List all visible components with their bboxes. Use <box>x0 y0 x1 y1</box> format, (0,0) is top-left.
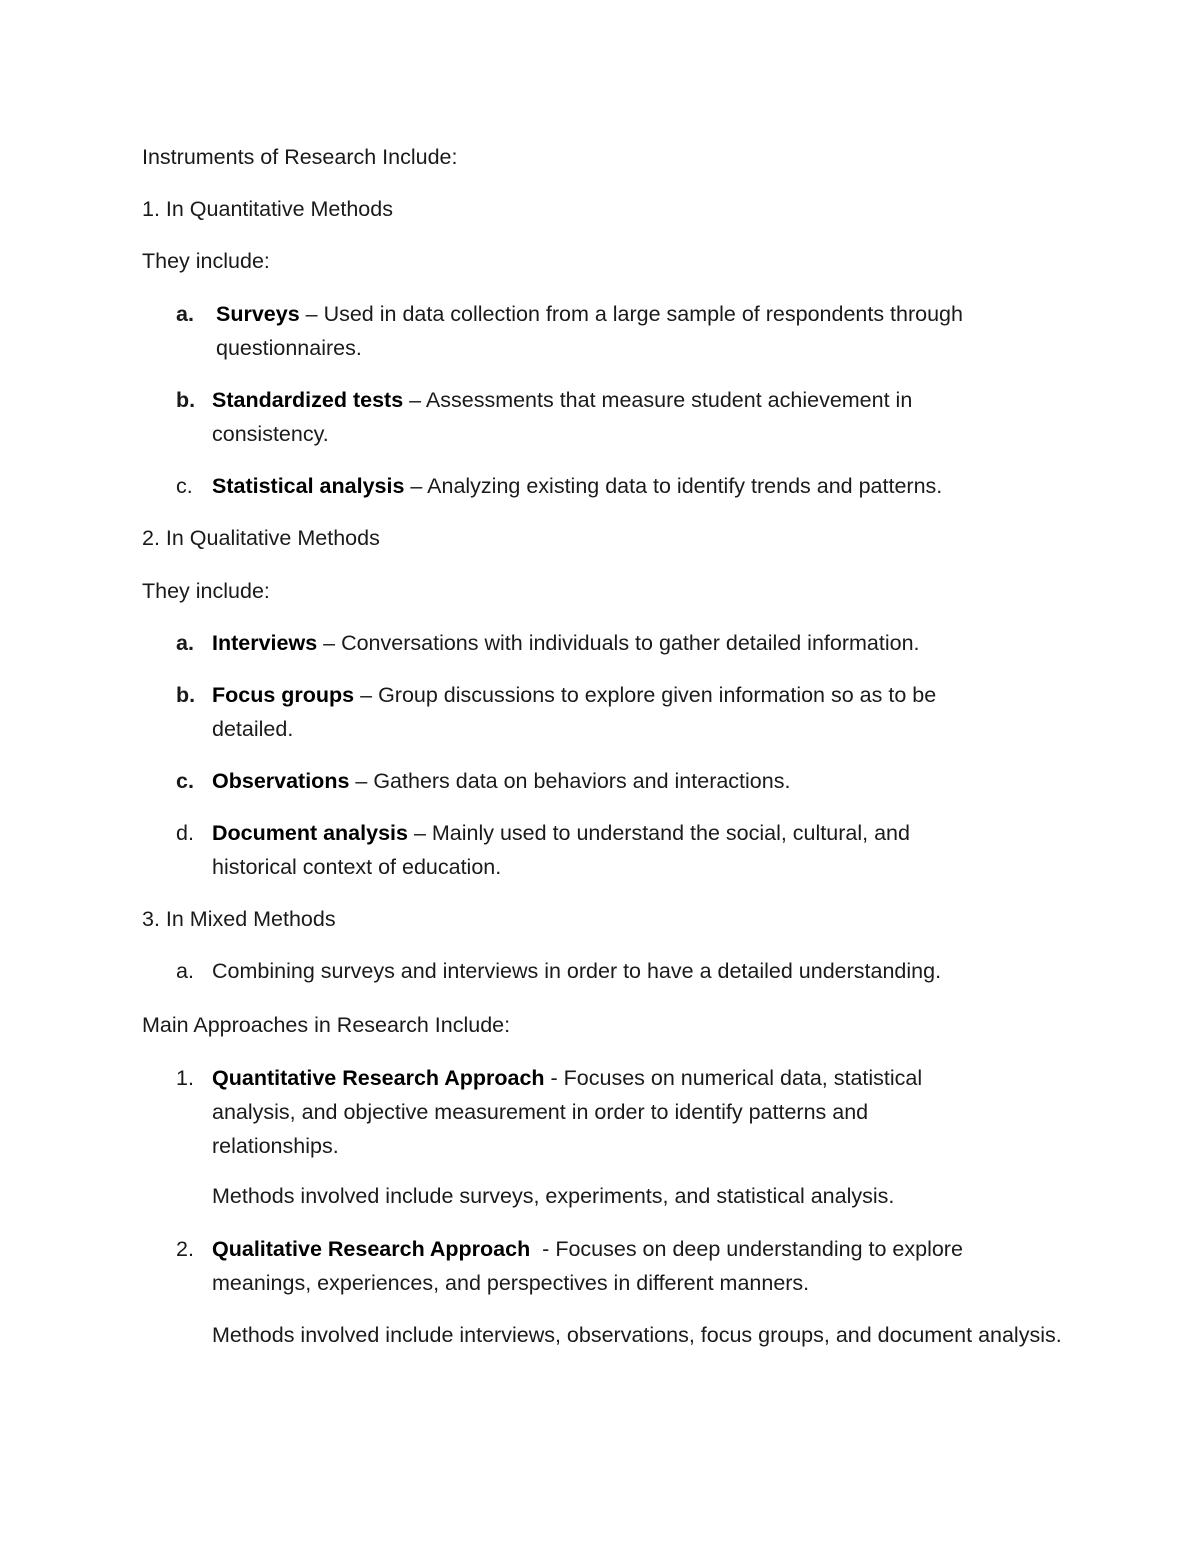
list-item-text <box>212 678 1012 746</box>
separator: – <box>354 683 379 707</box>
mixed-heading: 3. In Mixed Methods <box>142 907 336 931</box>
description: Assessments that measure student achievement in consistency. <box>212 388 913 446</box>
list-item-text <box>212 816 982 884</box>
separator: – <box>349 769 374 793</box>
description: Focuses on numerical data, statistical analysis, and objective measurement in order to identify patterns and relationships. <box>212 1066 923 1158</box>
description: Focuses on deep understanding to explore meanings, experiences, and perspectives in different manners. <box>212 1237 963 1295</box>
list-marker: a. <box>176 302 194 326</box>
term: Qualitative Research Approach <box>212 1237 531 1261</box>
separator: – <box>317 631 342 655</box>
list-marker: d. <box>176 821 194 845</box>
list-marker: b. <box>176 683 196 707</box>
list-item-text <box>212 383 1002 451</box>
approaches-heading: Main Approaches in Research Include: <box>142 1013 511 1037</box>
list-marker: b. <box>176 388 196 412</box>
list-marker: 2. <box>176 1237 194 1261</box>
term: Quantitative Research Approach <box>212 1066 545 1090</box>
term: Surveys <box>216 302 300 326</box>
approach-methods: Methods involved include surveys, experiments, and statistical analysis. <box>212 1184 895 1208</box>
description: Group discussions to explore given information so as to be detailed. <box>212 683 937 741</box>
separator: – <box>403 388 426 412</box>
list-marker: 1. <box>176 1066 194 1090</box>
description: Used in data collection from a large sample of respondents through questionnaires. <box>216 302 963 360</box>
term: Statistical analysis <box>212 474 405 498</box>
list-marker: a. <box>176 959 194 983</box>
list-marker: c. <box>176 769 194 793</box>
list-marker: a. <box>176 631 194 655</box>
term: Document analysis <box>212 821 408 845</box>
approach-methods: Methods involved include interviews, observations, focus groups, and document analysis. <box>212 1323 1062 1347</box>
separator: - <box>544 1066 564 1090</box>
qual-heading: 2. In Qualitative Methods <box>142 526 380 550</box>
description: Analyzing existing data to identify trends and patterns. <box>427 474 943 498</box>
term: Observations <box>212 769 350 793</box>
qual-intro: They include: <box>142 579 270 603</box>
list-item-text <box>216 297 1056 365</box>
separator: – <box>299 302 324 326</box>
description: Gathers data on behaviors and interactions. <box>373 769 791 793</box>
separator: – <box>404 474 428 498</box>
description: Mainly used to understand the social, cultural, and historical context of education. <box>212 821 910 879</box>
term: Standardized tests <box>212 388 404 412</box>
list-item-text: Combining surveys and interviews in order to have a detailed understanding. <box>212 959 942 983</box>
separator: - <box>530 1237 556 1261</box>
list-marker: c. <box>176 474 193 498</box>
list-item-text <box>212 626 1062 660</box>
approach-text <box>212 1232 1042 1300</box>
approach-text <box>212 1061 992 1163</box>
description: Conversations with individuals to gather detailed information. <box>341 631 920 655</box>
instruments-heading: Instruments of Research Include: <box>142 145 458 169</box>
separator: – <box>407 821 432 845</box>
term: Interviews <box>212 631 318 655</box>
list-item-text <box>212 764 1062 798</box>
term: Focus groups <box>212 683 355 707</box>
list-item-text <box>212 469 1062 503</box>
quant-intro: They include: <box>142 249 270 273</box>
quant-heading: 1. In Quantitative Methods <box>142 197 393 221</box>
